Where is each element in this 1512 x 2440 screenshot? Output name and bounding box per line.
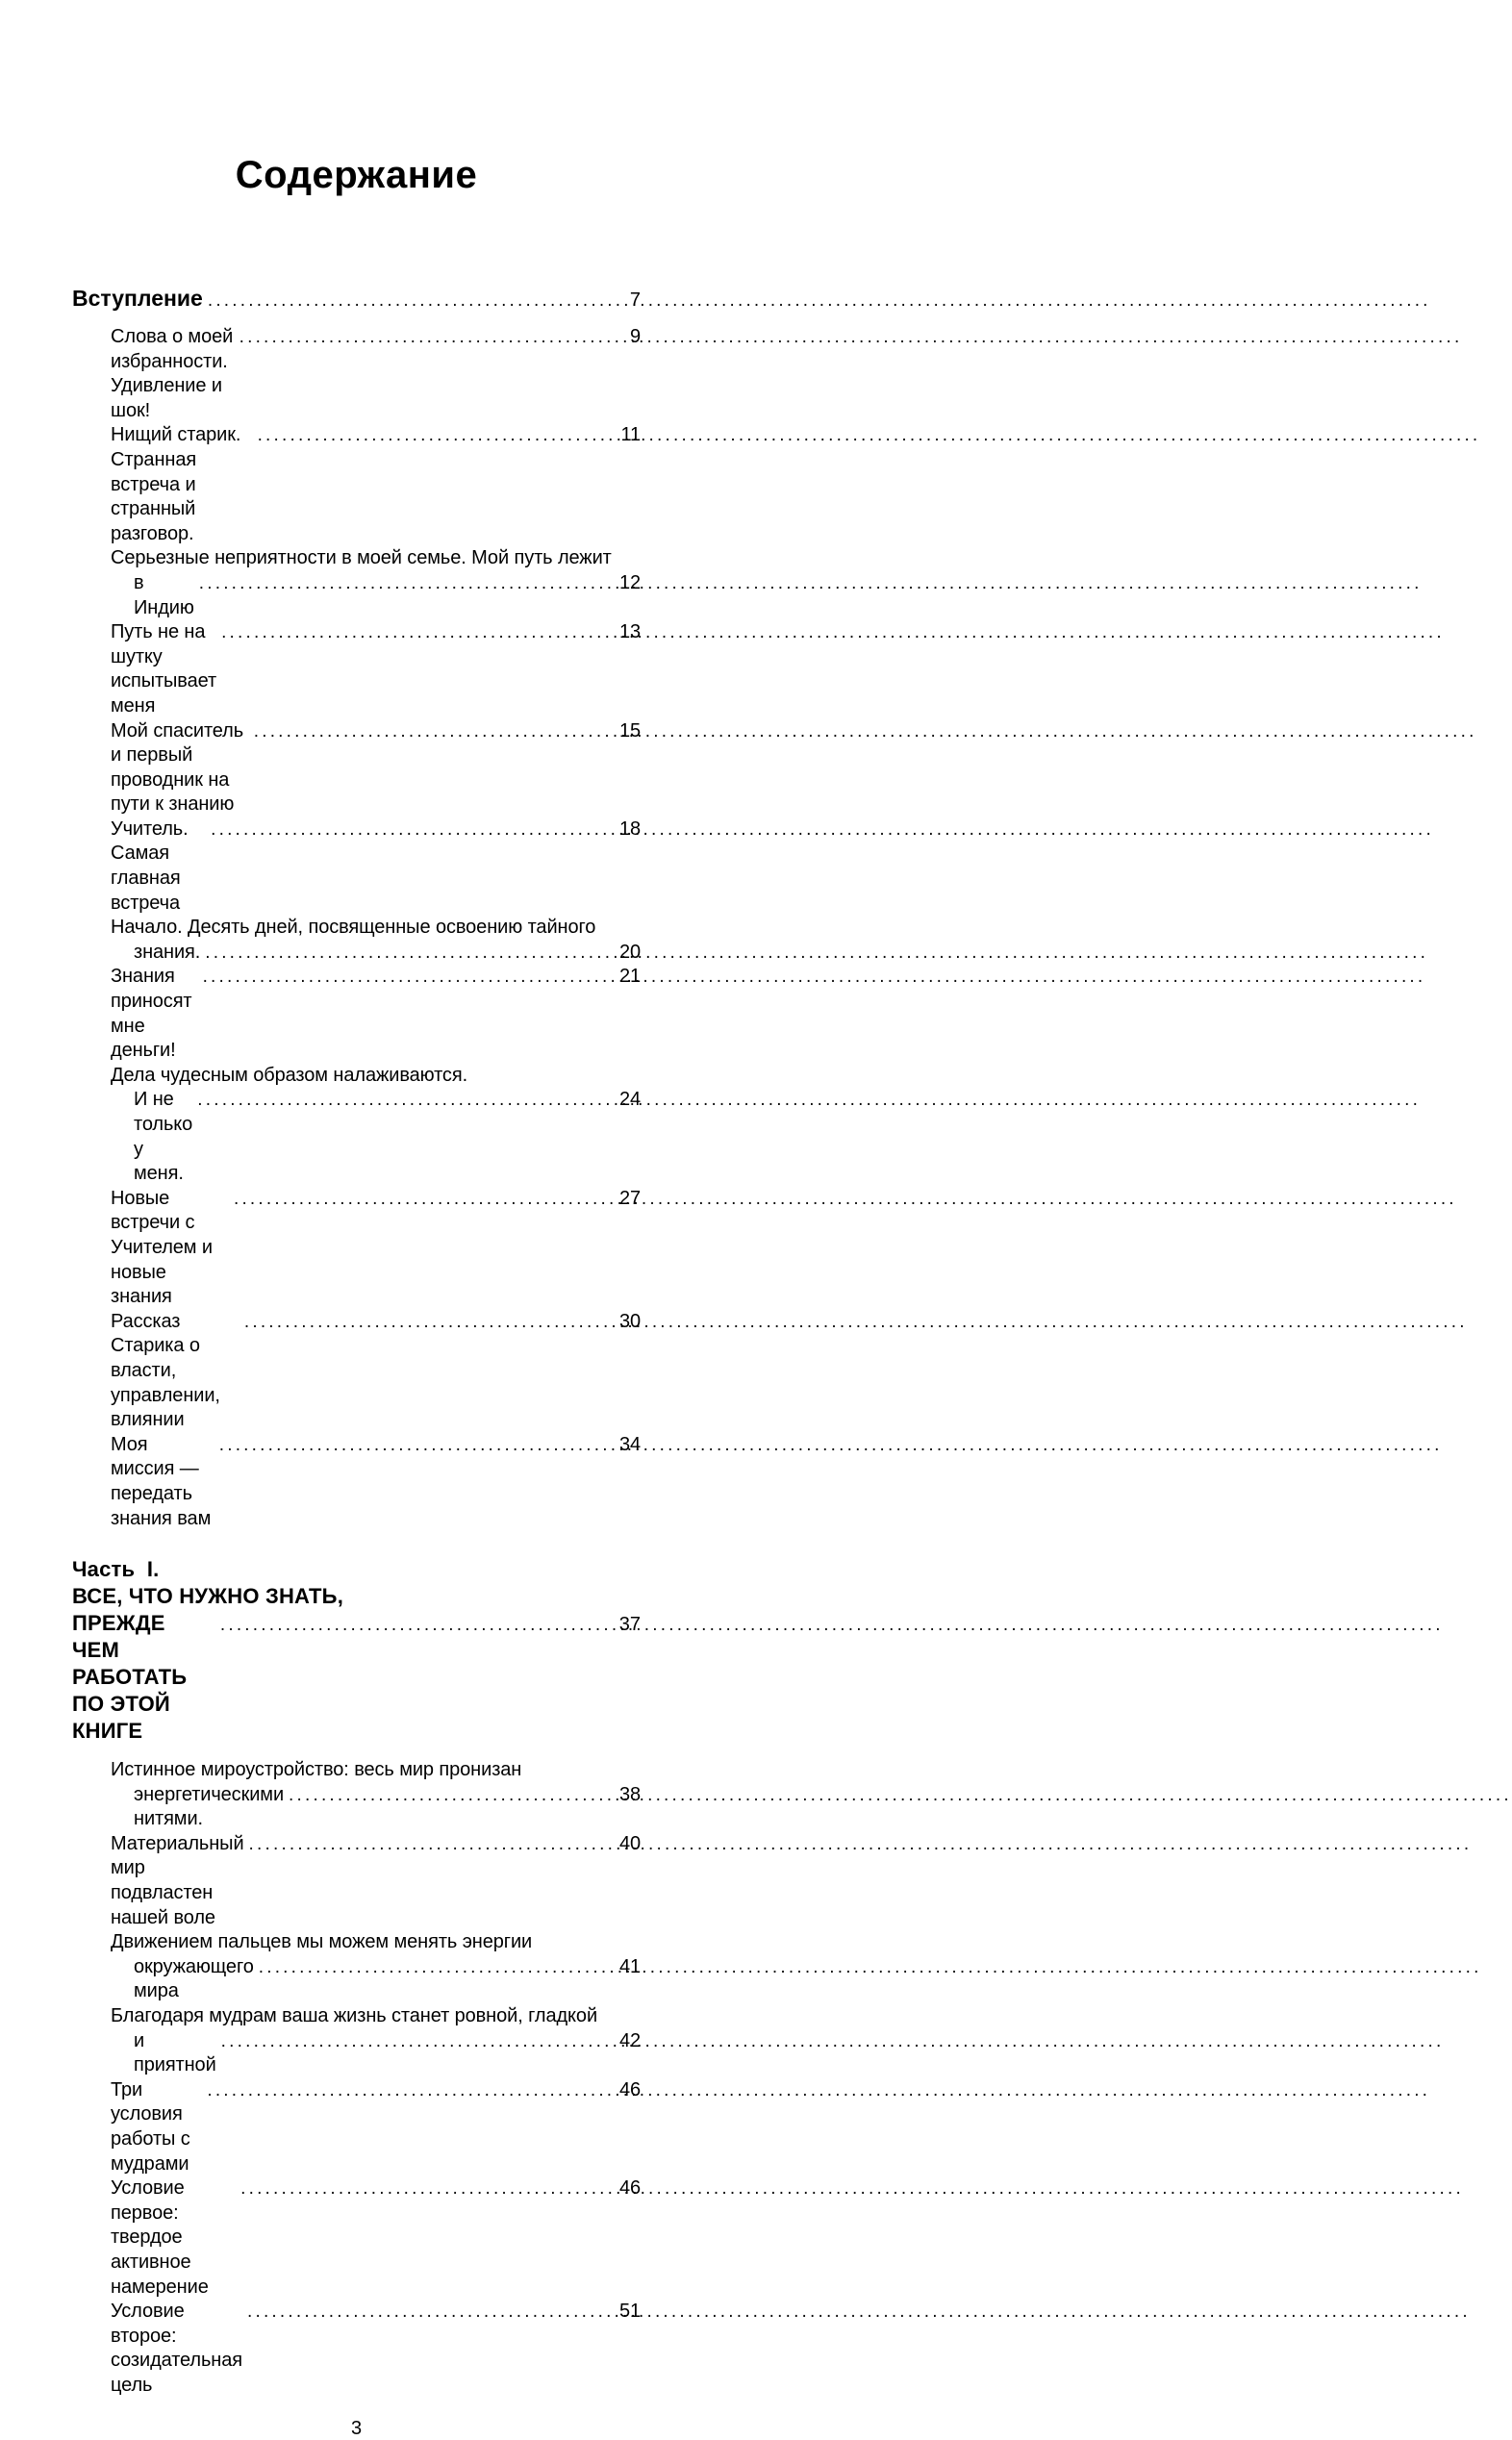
section-heading-label: Вступление [72, 286, 203, 311]
dot-leader [199, 571, 612, 596]
section-heading-line [72, 1556, 641, 1583]
dot-leader [289, 1783, 612, 1808]
toc-entry [111, 1433, 641, 1531]
entry-label: окружающего мира [134, 1955, 254, 2002]
page-number: 37 [618, 1614, 641, 1636]
toc-entry [111, 1310, 641, 1433]
entry-label: Путь не на шутку испытывает меня [111, 621, 217, 717]
dot-leader [220, 1615, 612, 1636]
page-number: 12 [618, 571, 641, 593]
book-page [0, 0, 739, 2439]
page-folio: 3 [350, 2417, 363, 2439]
entry-label: Мой спаситель и первый проводник на пути к знанию [111, 719, 244, 816]
entry-label: Три условия работы с мудрами [111, 2078, 190, 2175]
entry-label: Рассказ Старика о власти, управлении, влиянии [111, 1310, 220, 1431]
toc-entry [134, 2029, 641, 2078]
entry-label: энергетическими нитями. [134, 1783, 285, 1830]
page-number: 51 [618, 2301, 641, 2323]
toc-entry [111, 620, 641, 718]
toc-entry [111, 325, 641, 423]
toc-entry [134, 571, 641, 620]
toc-entry-first-line: Истинное мироустройство: весь мир пронизан [111, 1759, 522, 1781]
toc-entry-first-line: Дела чудесным образом налаживаются. [111, 1064, 468, 1086]
toc-entry [134, 1088, 641, 1186]
page-number: 34 [618, 1433, 641, 1455]
page-number: 9 [629, 326, 641, 347]
toc-section [72, 1556, 641, 2398]
dot-leader [208, 290, 612, 312]
toc-entry-first-line: Начало. Десять дней, посвященные освоению тайного [111, 917, 596, 939]
dot-leader [240, 2176, 612, 2201]
toc-entry [111, 1832, 641, 1930]
page-number: 13 [618, 621, 641, 643]
entry-label: Учитель. Самая главная встреча [111, 818, 189, 914]
toc-entry [134, 1783, 641, 1832]
page-title: Содержание [235, 154, 478, 196]
toc-entry-first-line: Движением пальцев мы можем менять энергии [111, 1931, 533, 1953]
entry-label: Моя миссия — передать знания вам [111, 1433, 212, 1529]
dot-leader [249, 1832, 612, 1857]
entry-label: Условие первое: твердое активное намерение [111, 2177, 209, 2298]
toc [72, 285, 641, 2399]
page-number: 42 [618, 2029, 641, 2051]
section-heading-label: ВСЕ, ЧТО НУЖНО ЗНАТЬ, [72, 1584, 344, 1609]
dot-leader [258, 423, 612, 448]
section-heading-line [72, 1583, 641, 1610]
page-number: 46 [618, 2078, 641, 2100]
entry-label: Слова о моей избранности. Удивление и шок! [111, 326, 234, 421]
section-heading-label: ПРЕЖДЕ ЧЕМ РАБОТАТЬ ПО ЭТОЙ КНИГЕ [72, 1611, 193, 1744]
entry-label: знания. [134, 941, 201, 963]
toc-entry [134, 1955, 641, 2004]
page-number: 30 [618, 1310, 641, 1332]
page-number: 46 [618, 2177, 641, 2200]
page-number: 15 [618, 719, 641, 742]
entry-label: И не только у меня. [134, 1089, 193, 1185]
entry-label: Условие второе: созидательная цель [111, 2301, 243, 2396]
toc-entry-first-line: Благодаря мудрам ваша жизнь станет ровной, гладкой [111, 2005, 598, 2027]
entry-label: Знания приносят мне деньги! [111, 966, 192, 1062]
dot-leader [221, 2029, 612, 2054]
dot-leader [205, 941, 612, 966]
toc-entry [111, 2176, 641, 2300]
toc-entry [111, 2300, 641, 2398]
section-heading-line [72, 285, 641, 312]
dot-leader [234, 1187, 612, 1212]
page-number: 41 [618, 1955, 641, 1977]
entry-label: в Индию [134, 571, 194, 618]
toc-entry [111, 2078, 641, 2176]
toc-entry [111, 719, 641, 818]
dot-leader [239, 325, 612, 350]
dot-leader [221, 620, 612, 645]
toc-entry [111, 818, 641, 916]
toc-entries [111, 1758, 641, 2398]
section-heading-label: Часть I. [72, 1557, 160, 1582]
dot-leader [197, 1088, 612, 1113]
dot-leader [244, 1310, 612, 1335]
page-number: 18 [618, 818, 641, 840]
page-number: 21 [618, 966, 641, 988]
page-number: 7 [629, 289, 641, 311]
dot-leader [211, 818, 612, 843]
toc-entry [111, 1187, 641, 1310]
page-number: 38 [618, 1783, 641, 1805]
dot-leader [259, 1955, 612, 1980]
section-heading-line [72, 1610, 641, 1745]
page-number: 24 [618, 1089, 641, 1111]
dot-leader [207, 2078, 612, 2103]
entry-label: Нищий старик. Странная встреча и странный разговор. [111, 424, 241, 544]
toc-entry [111, 423, 641, 546]
toc-section [72, 285, 641, 1531]
entry-label: Новые встречи с Учителем и новые знания [111, 1187, 213, 1308]
dot-leader [247, 2300, 612, 2325]
dot-leader [254, 719, 612, 744]
page-number: 27 [618, 1187, 641, 1209]
toc-entry [111, 965, 641, 1063]
toc-entries [111, 325, 641, 1531]
dot-leader [219, 1433, 612, 1458]
toc-entry-first-line: Серьезные неприятности в моей семье. Мой путь лежит [111, 547, 612, 569]
page-number: 11 [620, 424, 641, 446]
entry-label: Материальный мир подвластен нашей воле [111, 1832, 244, 1928]
dot-leader [203, 965, 612, 990]
page-number: 20 [618, 941, 641, 963]
page-number: 40 [618, 1832, 641, 1854]
entry-label: и приятной [134, 2029, 216, 2076]
toc-entry [134, 941, 641, 966]
